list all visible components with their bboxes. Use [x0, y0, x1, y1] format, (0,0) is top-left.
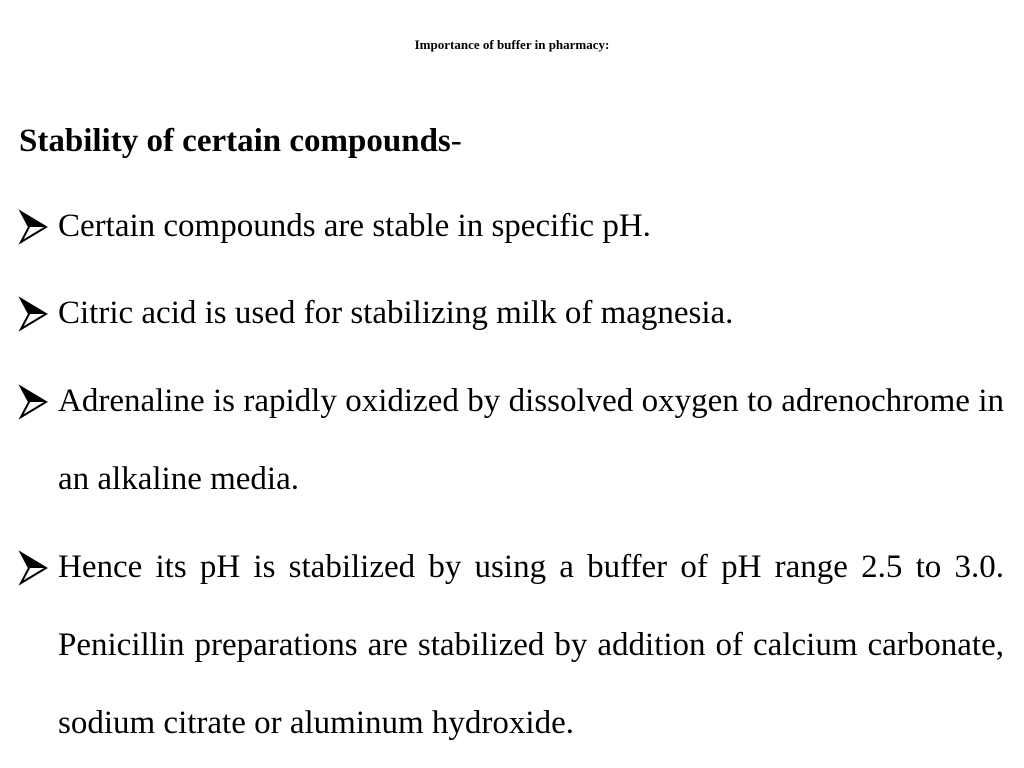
arrowhead-bullet-icon — [18, 207, 52, 247]
arrowhead-bullet-icon — [18, 294, 52, 334]
bullet-text: Certain compounds are stable in specific pH. — [58, 208, 651, 244]
bullet-text: Adrenaline is rapidly oxidized by dissolved oxygen to adrenochrome in an alkaline media. — [58, 383, 1004, 497]
bullet-text: Hence its pH is stabilized by using a buffer of pH range 2.5 to 3.0. Penicillin preparations are stabilized by addition of calcium carbonate, sodium citrate or aluminum hydroxide. — [58, 549, 1004, 741]
arrowhead-bullet-icon — [18, 382, 52, 422]
section-heading-text: Stability of certain compounds — [19, 123, 451, 159]
slide-title: Importance of buffer in pharmacy: — [414, 37, 610, 52]
bullet-text: Citric acid is used for stabilizing milk of magnesia. — [58, 295, 734, 331]
section-heading-suffix: - — [450, 123, 462, 159]
arrowhead-bullet-icon — [18, 548, 52, 588]
